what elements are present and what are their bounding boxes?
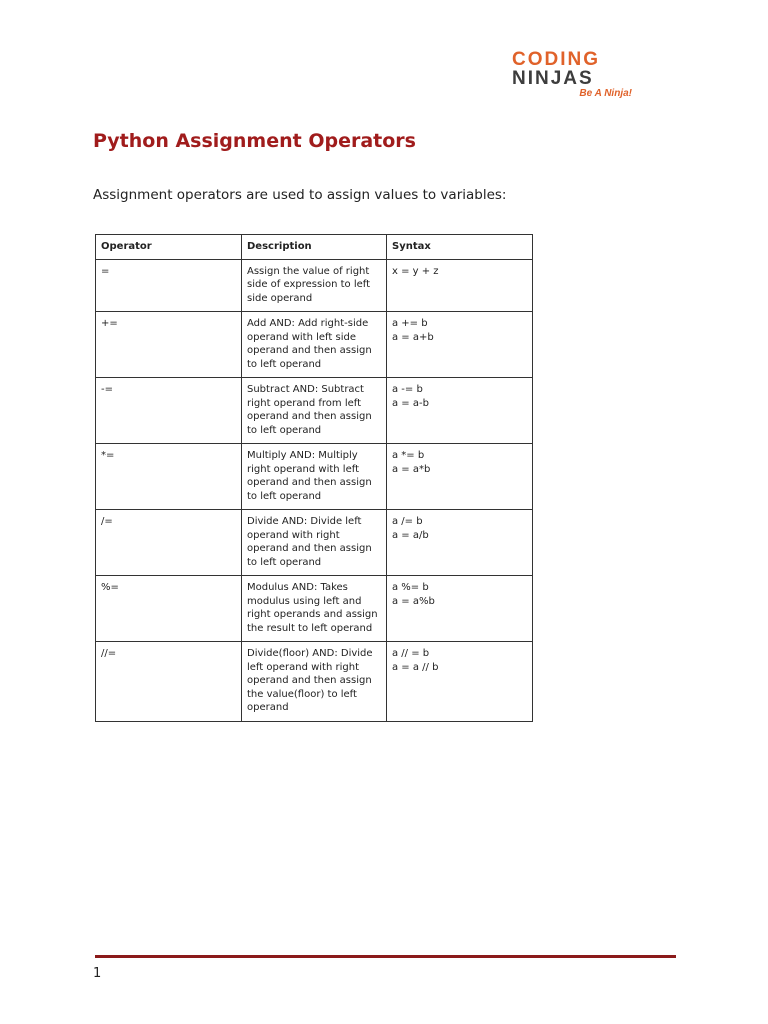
logo-line-1: CODING (512, 49, 600, 70)
syntax-line: a // = b (392, 648, 430, 659)
intro-paragraph: Assignment operators are used to assign values to variables: (93, 187, 507, 203)
logo-line-2: NINJAS (512, 68, 594, 89)
table-row (96, 444, 533, 510)
syntax-line: a = a%b (392, 595, 435, 607)
table-row (96, 259, 533, 312)
description-cell: Add AND: Add right-side operand with left side operand and then assign to left operand (242, 312, 387, 378)
operator-cell: -= (96, 378, 242, 444)
table-body (96, 259, 533, 722)
syntax-line: a += b (392, 318, 428, 329)
syntax-line: a /= b (392, 516, 423, 527)
operator-cell: = (96, 259, 242, 312)
syntax-cell (387, 312, 533, 378)
footer-rule (95, 955, 676, 958)
syntax-line: a -= b (392, 384, 423, 395)
page-number: 1 (93, 966, 102, 981)
table-row (96, 510, 533, 576)
description-cell: Subtract AND: Subtract right operand from left operand and then assign to left operand (242, 378, 387, 444)
header-syntax: Syntax (387, 235, 533, 260)
syntax-cell (387, 378, 533, 444)
assignment-operators-table (95, 234, 533, 722)
operator-cell: %= (96, 576, 242, 642)
page-title: Python Assignment Operators (93, 130, 416, 152)
syntax-line: x = y + z (392, 265, 439, 277)
syntax-line: a = a*b (392, 463, 431, 475)
table-row (96, 642, 533, 722)
syntax-line: a = a // b (392, 661, 439, 673)
description-cell: Divide AND: Divide left operand with right operand and then assign to left operand (242, 510, 387, 576)
syntax-cell (387, 444, 533, 510)
syntax-cell (387, 576, 533, 642)
description-cell: Modulus AND: Takes modulus using left and right operands and assign the result to left operand (242, 576, 387, 642)
table-row (96, 576, 533, 642)
table-header-row (96, 235, 533, 260)
table-row (96, 378, 533, 444)
syntax-cell (387, 642, 533, 722)
syntax-line: a %= b (392, 582, 429, 593)
coding-ninjas-logo (512, 50, 632, 104)
syntax-line: a = a+b (392, 331, 434, 343)
syntax-line: a = a-b (392, 397, 429, 409)
syntax-cell (387, 510, 533, 576)
description-cell: Assign the value of right side of expression to left side operand (242, 259, 387, 312)
operator-cell: += (96, 312, 242, 378)
operator-cell: /= (96, 510, 242, 576)
header-operator: Operator (96, 235, 242, 260)
header-description: Description (242, 235, 387, 260)
operator-cell: *= (96, 444, 242, 510)
operator-cell: //= (96, 642, 242, 722)
syntax-line: a *= b (392, 450, 425, 461)
description-cell: Divide(floor) AND: Divide left operand with right operand and then assign the value(floor) to left operand (242, 642, 387, 722)
syntax-line: a = a/b (392, 529, 429, 541)
description-cell: Multiply AND: Multiply right operand with left operand and then assign to left operand (242, 444, 387, 510)
syntax-cell (387, 259, 533, 312)
logo-tagline: Be A Ninja! (579, 88, 632, 99)
table-row (96, 312, 533, 378)
